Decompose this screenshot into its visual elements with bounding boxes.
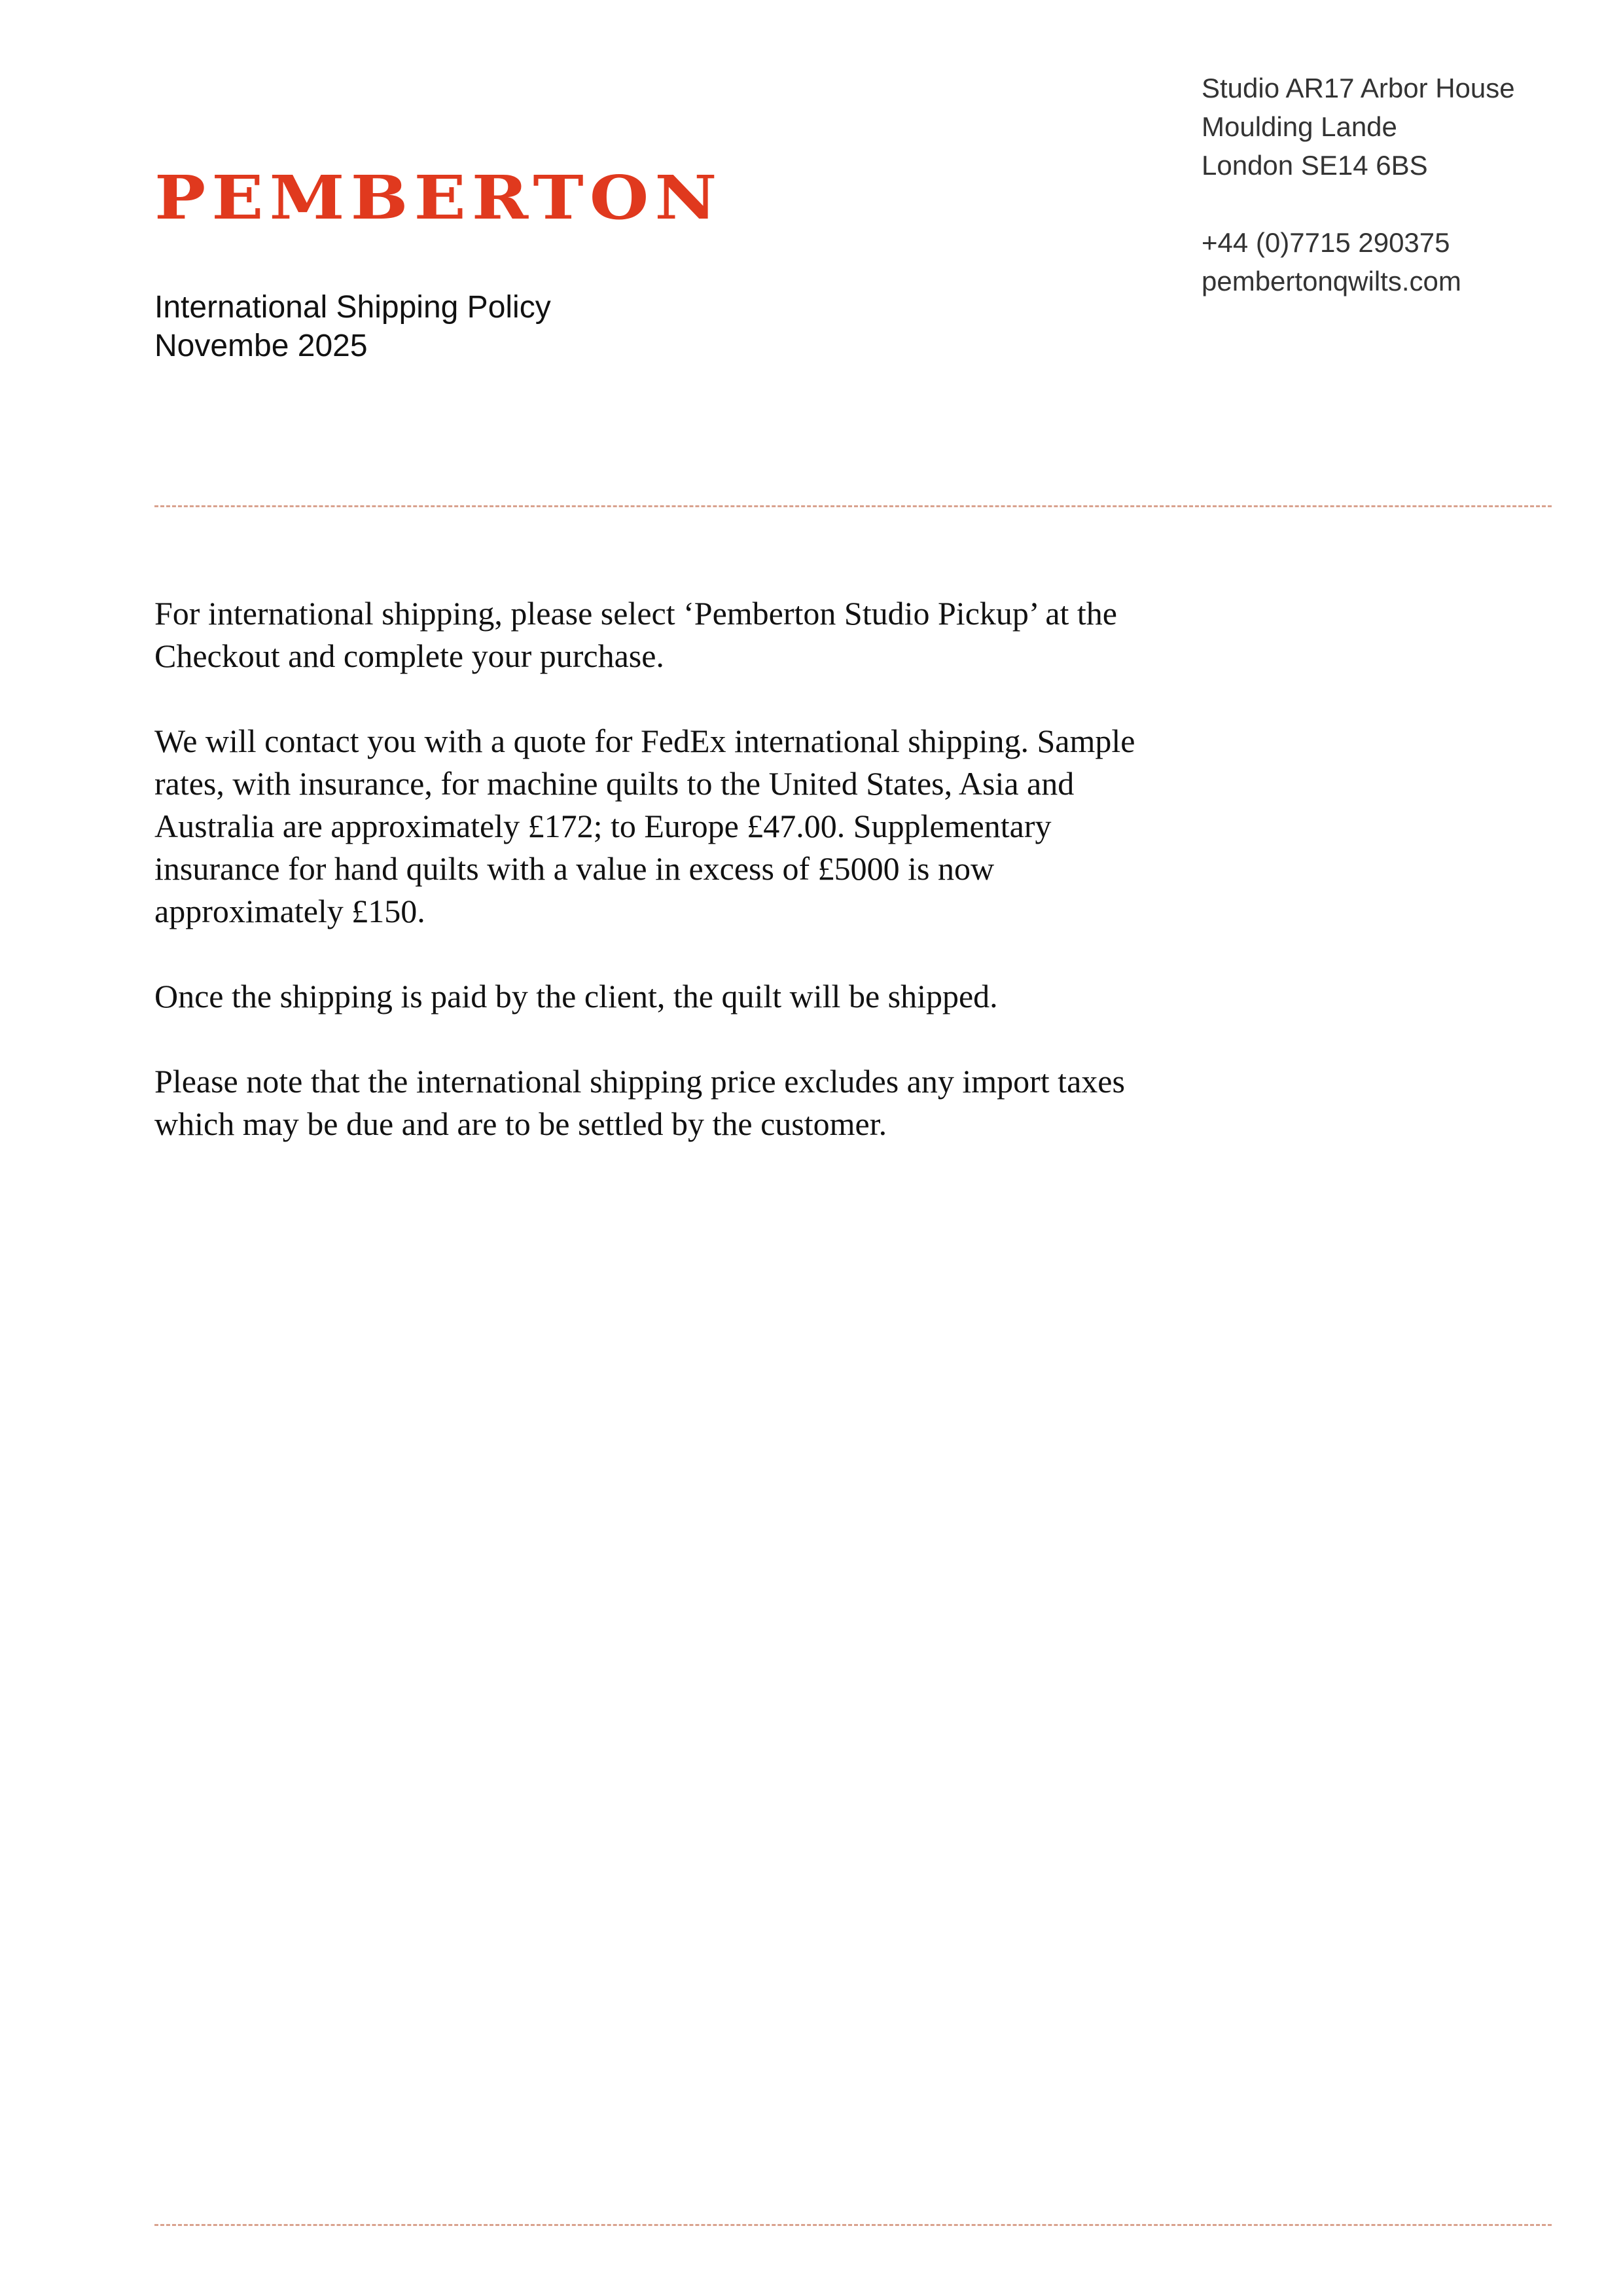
- brand-logo: PEMBERTON: [154, 162, 723, 234]
- contact-spacer: [1202, 185, 1515, 223]
- website-link[interactable]: pembertonqwilts.com: [1202, 266, 1461, 296]
- contact-block: [1202, 69, 1515, 300]
- document-title: International Shipping Policy: [154, 290, 551, 325]
- address-line-2: Moulding Lande: [1202, 111, 1397, 142]
- paragraph-import-taxes: Please note that the international shipping price excludes any import taxes which may be due and are to be settled by the customer.: [154, 1063, 1125, 1142]
- document-date: Novembe 2025: [154, 329, 368, 363]
- footer-divider: [154, 2224, 1552, 2226]
- document-heading: [154, 288, 551, 365]
- phone-number: +44 (0)7715 290375: [1202, 227, 1450, 258]
- paragraph-payment: Once the shipping is paid by the client, the quilt will be shipped.: [154, 978, 998, 1014]
- paragraph-pickup-instructions: For international shipping, please select ‘Pemberton Studio Pickup’ at the Checkout and complete your purchase.: [154, 595, 1117, 674]
- policy-body: [154, 592, 1175, 1145]
- header-divider: [154, 505, 1552, 507]
- address-line-1: Studio AR17 Arbor House: [1202, 73, 1515, 103]
- paragraph-shipping-rates: We will contact you with a quote for FedEx international shipping. Sample rates, with insurance, for machine quilts to the United States, Asia and Australia are approximately £172; to Europe £47.00. Supplementary insurance for hand quilts with a value in excess of £5000 is now approximately £150.: [154, 723, 1135, 929]
- address-line-3: London SE14 6BS: [1202, 150, 1428, 181]
